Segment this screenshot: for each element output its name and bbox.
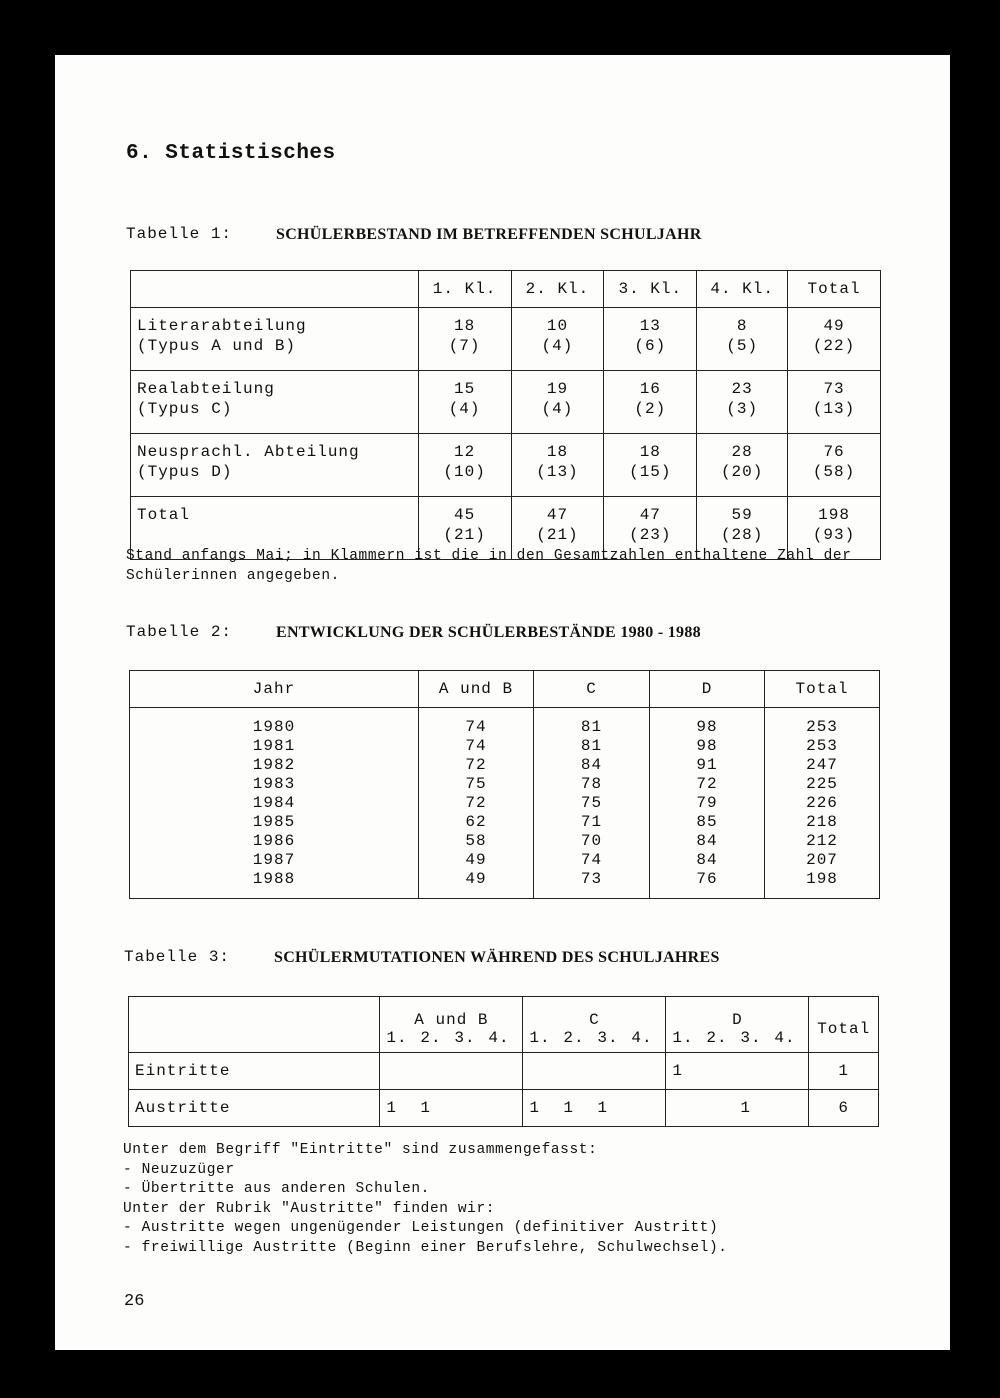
class-label: 2. bbox=[563, 1028, 585, 1047]
table2-title: ENTWICKLUNG DER SCHÜLERBESTÄNDE 1980 - 1988 bbox=[276, 624, 701, 641]
count: 19 bbox=[546, 380, 569, 398]
girls-count: (5) bbox=[726, 337, 759, 355]
row-name: Total bbox=[137, 506, 191, 524]
value: 75 bbox=[465, 775, 487, 793]
group-cell bbox=[666, 1090, 809, 1127]
row-label-cell bbox=[131, 434, 419, 497]
value: 247 bbox=[806, 756, 838, 774]
value: 218 bbox=[806, 813, 838, 831]
class-labels bbox=[666, 1029, 808, 1047]
class-value bbox=[774, 1062, 808, 1080]
row-name: Realabteilung bbox=[137, 380, 275, 398]
class-label: 4. bbox=[488, 1028, 510, 1047]
value: 79 bbox=[696, 794, 718, 812]
class-value: 1 bbox=[740, 1099, 752, 1117]
class-values bbox=[666, 1062, 808, 1080]
class-values bbox=[380, 1099, 522, 1117]
table-header-row bbox=[131, 271, 881, 308]
table1 bbox=[130, 270, 881, 560]
count: 10 bbox=[546, 317, 569, 335]
value: 1985 bbox=[252, 813, 296, 831]
value: 76 bbox=[696, 870, 718, 888]
class-labels bbox=[380, 1029, 522, 1047]
value: 84 bbox=[580, 756, 603, 774]
class-value bbox=[488, 1099, 522, 1117]
girls-count: (21) bbox=[443, 526, 486, 544]
value-cell bbox=[604, 371, 697, 434]
class-label: 1. bbox=[529, 1028, 551, 1047]
value: 70 bbox=[580, 832, 603, 850]
girls-count: (23) bbox=[629, 526, 672, 544]
group-name: C bbox=[589, 1010, 600, 1029]
value: 49 bbox=[465, 851, 487, 869]
class-label: 4. bbox=[774, 1028, 796, 1047]
column-cell bbox=[534, 708, 650, 899]
column-header: 3. Kl. bbox=[604, 271, 697, 308]
note-line: Unter dem Begriff "Eintritte" sind zusammengefasst: bbox=[123, 1142, 598, 1158]
value: 49 bbox=[465, 870, 487, 888]
row-label: Eintritte bbox=[129, 1053, 380, 1090]
value: 75 bbox=[580, 794, 603, 812]
girls-count: (28) bbox=[720, 526, 764, 544]
girls-count: (4) bbox=[448, 400, 481, 418]
value-cell bbox=[697, 371, 788, 434]
class-value bbox=[706, 1099, 740, 1117]
class-label: 2. bbox=[420, 1028, 442, 1047]
column-header: Total bbox=[765, 671, 880, 708]
note-line: - Austritte wegen ungenügender Leistungen (definitiver Austritt) bbox=[123, 1220, 719, 1236]
notes-block bbox=[123, 1141, 903, 1258]
group-name: A und B bbox=[414, 1010, 489, 1029]
value: 91 bbox=[696, 756, 718, 774]
count: 12 bbox=[454, 443, 476, 461]
row-name: Literarabteilung bbox=[137, 317, 307, 335]
girls-count: (4) bbox=[541, 400, 574, 418]
girls-count: (13) bbox=[536, 463, 579, 481]
value: 58 bbox=[465, 832, 487, 850]
table-header-row bbox=[129, 997, 879, 1053]
table3-label: Tabelle 3: bbox=[124, 948, 231, 966]
girls-count: (6) bbox=[634, 337, 667, 355]
value: 1987 bbox=[252, 851, 296, 869]
note-line: - freiwillige Austritte (Beginn einer Berufslehre, Schulwechsel). bbox=[123, 1239, 728, 1256]
row-subtitle: (Typus A und B) bbox=[137, 337, 297, 355]
group-header bbox=[523, 997, 666, 1053]
count: 8 bbox=[736, 317, 748, 335]
table-header-row bbox=[130, 671, 880, 708]
value: 62 bbox=[465, 813, 487, 831]
count: 18 bbox=[639, 443, 661, 461]
count: 76 bbox=[823, 443, 845, 461]
header-empty-cell bbox=[131, 271, 419, 308]
column-header: Jahr bbox=[130, 671, 419, 708]
row-total: 6 bbox=[809, 1090, 879, 1127]
column-header: D bbox=[650, 671, 765, 708]
girls-count: (93) bbox=[812, 526, 856, 544]
row-name: Neusprachl. Abteilung bbox=[137, 443, 360, 461]
class-value: 1 bbox=[672, 1062, 684, 1080]
count: 198 bbox=[818, 506, 850, 524]
class-label: 1. bbox=[672, 1028, 694, 1047]
class-value bbox=[454, 1099, 488, 1117]
table-row bbox=[131, 371, 881, 434]
row-label-cell bbox=[131, 371, 419, 434]
value: 74 bbox=[580, 851, 603, 869]
value-cell bbox=[511, 308, 604, 371]
total-label: Total bbox=[817, 1019, 871, 1038]
group-cell bbox=[380, 1090, 523, 1127]
value-cell bbox=[788, 371, 881, 434]
value: 212 bbox=[806, 832, 838, 850]
table2-label: Tabelle 2: bbox=[126, 623, 233, 641]
value: 84 bbox=[696, 851, 718, 869]
girls-count: (22) bbox=[812, 337, 856, 355]
value: 84 bbox=[696, 832, 718, 850]
value: 225 bbox=[806, 775, 838, 793]
value: 1984 bbox=[252, 794, 296, 812]
page-number: 26 bbox=[124, 1292, 145, 1311]
value: 1982 bbox=[252, 756, 296, 774]
table2 bbox=[129, 670, 880, 899]
class-value: 1 bbox=[386, 1099, 398, 1117]
column-header: Total bbox=[788, 271, 881, 308]
class-label: 1. bbox=[386, 1028, 408, 1047]
value-cell bbox=[697, 308, 788, 371]
girls-count: (4) bbox=[541, 337, 574, 355]
class-labels bbox=[523, 1029, 665, 1047]
girls-count: (20) bbox=[720, 463, 764, 481]
value: 1983 bbox=[252, 775, 296, 793]
table1-note: Stand anfangs Mai; in Klammern ist die in den Gesamtzahlen enthaltene Zahl der Schülerinnen angegeben. bbox=[126, 548, 852, 584]
row-label-cell bbox=[131, 308, 419, 371]
girls-count: (21) bbox=[536, 526, 579, 544]
table3 bbox=[128, 996, 879, 1127]
group-header bbox=[380, 997, 523, 1053]
class-value bbox=[706, 1062, 740, 1080]
group-cell bbox=[380, 1053, 523, 1090]
value: 226 bbox=[806, 794, 838, 812]
column-cell bbox=[419, 708, 534, 899]
value-cell bbox=[511, 371, 604, 434]
table-row bbox=[129, 1090, 879, 1127]
count: 15 bbox=[454, 380, 476, 398]
group-cell bbox=[523, 1053, 666, 1090]
count: 59 bbox=[731, 506, 753, 524]
girls-count: (2) bbox=[634, 400, 667, 418]
row-subtitle: (Typus D) bbox=[137, 463, 233, 481]
value-cell bbox=[788, 434, 881, 497]
value-cell bbox=[604, 308, 697, 371]
section-heading: 6. Statistisches bbox=[126, 142, 336, 165]
value: 73 bbox=[580, 870, 603, 888]
value: 71 bbox=[580, 813, 603, 831]
class-value bbox=[774, 1099, 808, 1117]
value-cell bbox=[418, 371, 511, 434]
class-label: 3. bbox=[740, 1028, 762, 1047]
class-value: 1 bbox=[420, 1099, 432, 1117]
value: 74 bbox=[465, 737, 487, 755]
value-cell bbox=[604, 434, 697, 497]
table-row bbox=[131, 434, 881, 497]
girls-count: (7) bbox=[448, 337, 481, 355]
table3-title: SCHÜLERMUTATIONEN WÄHREND DES SCHULJAHRES bbox=[274, 949, 720, 966]
girls-count: (3) bbox=[726, 400, 759, 418]
value: 207 bbox=[806, 851, 838, 869]
header-empty-cell bbox=[129, 997, 380, 1053]
count: 49 bbox=[823, 317, 845, 335]
value: 253 bbox=[806, 718, 838, 736]
column-cell bbox=[765, 708, 880, 899]
value: 198 bbox=[806, 870, 838, 888]
girls-count: (58) bbox=[812, 463, 856, 481]
column-cell bbox=[650, 708, 765, 899]
count: 47 bbox=[546, 506, 569, 524]
table1-label: Tabelle 1: bbox=[126, 225, 233, 243]
value: 98 bbox=[696, 737, 718, 755]
group-name: D bbox=[732, 1010, 743, 1029]
value-cell bbox=[511, 434, 604, 497]
value: 78 bbox=[580, 775, 603, 793]
class-label: 4. bbox=[631, 1028, 653, 1047]
class-label: 3. bbox=[454, 1028, 476, 1047]
table-body-row bbox=[130, 708, 880, 899]
class-value: 1 bbox=[563, 1099, 575, 1117]
table-row bbox=[131, 308, 881, 371]
value-cell bbox=[418, 434, 511, 497]
column-header: 2. Kl. bbox=[511, 271, 604, 308]
value: 81 bbox=[580, 718, 603, 736]
class-value: 1 bbox=[597, 1099, 609, 1117]
class-value bbox=[631, 1099, 665, 1117]
count: 18 bbox=[454, 317, 476, 335]
value: 1988 bbox=[252, 870, 296, 888]
value: 72 bbox=[465, 756, 487, 774]
count: 47 bbox=[639, 506, 661, 524]
note-line: - Neuzuzüger bbox=[123, 1161, 235, 1178]
value: 72 bbox=[696, 775, 718, 793]
class-values bbox=[666, 1099, 808, 1117]
value: 98 bbox=[696, 718, 718, 736]
class-value bbox=[672, 1099, 706, 1117]
table1-title: SCHÜLERBESTAND IM BETREFFENDEN SCHULJAHR bbox=[276, 226, 702, 243]
table-row bbox=[129, 1053, 879, 1090]
value: 85 bbox=[696, 813, 718, 831]
note-line: Unter der Rubrik "Austritte" finden wir: bbox=[123, 1200, 496, 1217]
class-label: 2. bbox=[706, 1028, 728, 1047]
value: 81 bbox=[580, 737, 603, 755]
column-header: C bbox=[534, 671, 650, 708]
value: 72 bbox=[465, 794, 487, 812]
note-line: - Übertritte aus anderen Schulen. bbox=[123, 1181, 430, 1197]
class-label: 3. bbox=[597, 1028, 619, 1047]
value: 1981 bbox=[252, 737, 296, 755]
count: 28 bbox=[731, 443, 753, 461]
total-header bbox=[809, 997, 879, 1053]
column-header: 4. Kl. bbox=[697, 271, 788, 308]
group-cell bbox=[666, 1053, 809, 1090]
count: 13 bbox=[639, 317, 661, 335]
value-cell bbox=[418, 308, 511, 371]
value-cell bbox=[697, 434, 788, 497]
value: 253 bbox=[806, 737, 838, 755]
class-value: 1 bbox=[529, 1099, 541, 1117]
column-header: A und B bbox=[419, 671, 534, 708]
value: 1980 bbox=[252, 718, 296, 736]
group-header bbox=[666, 997, 809, 1053]
girls-count: (15) bbox=[629, 463, 672, 481]
value-cell bbox=[788, 308, 881, 371]
value: 74 bbox=[465, 718, 487, 736]
class-value bbox=[740, 1062, 774, 1080]
group-cell bbox=[523, 1090, 666, 1127]
class-values bbox=[523, 1099, 665, 1117]
column-cell bbox=[130, 708, 419, 899]
count: 23 bbox=[731, 380, 753, 398]
row-total: 1 bbox=[809, 1053, 879, 1090]
count: 45 bbox=[454, 506, 476, 524]
girls-count: (13) bbox=[812, 400, 856, 418]
count: 73 bbox=[823, 380, 845, 398]
column-header: 1. Kl. bbox=[418, 271, 511, 308]
row-subtitle: (Typus C) bbox=[137, 400, 233, 418]
girls-count: (10) bbox=[443, 463, 486, 481]
count: 18 bbox=[546, 443, 569, 461]
value: 1986 bbox=[252, 832, 296, 850]
count: 16 bbox=[639, 380, 661, 398]
row-label: Austritte bbox=[129, 1090, 380, 1127]
